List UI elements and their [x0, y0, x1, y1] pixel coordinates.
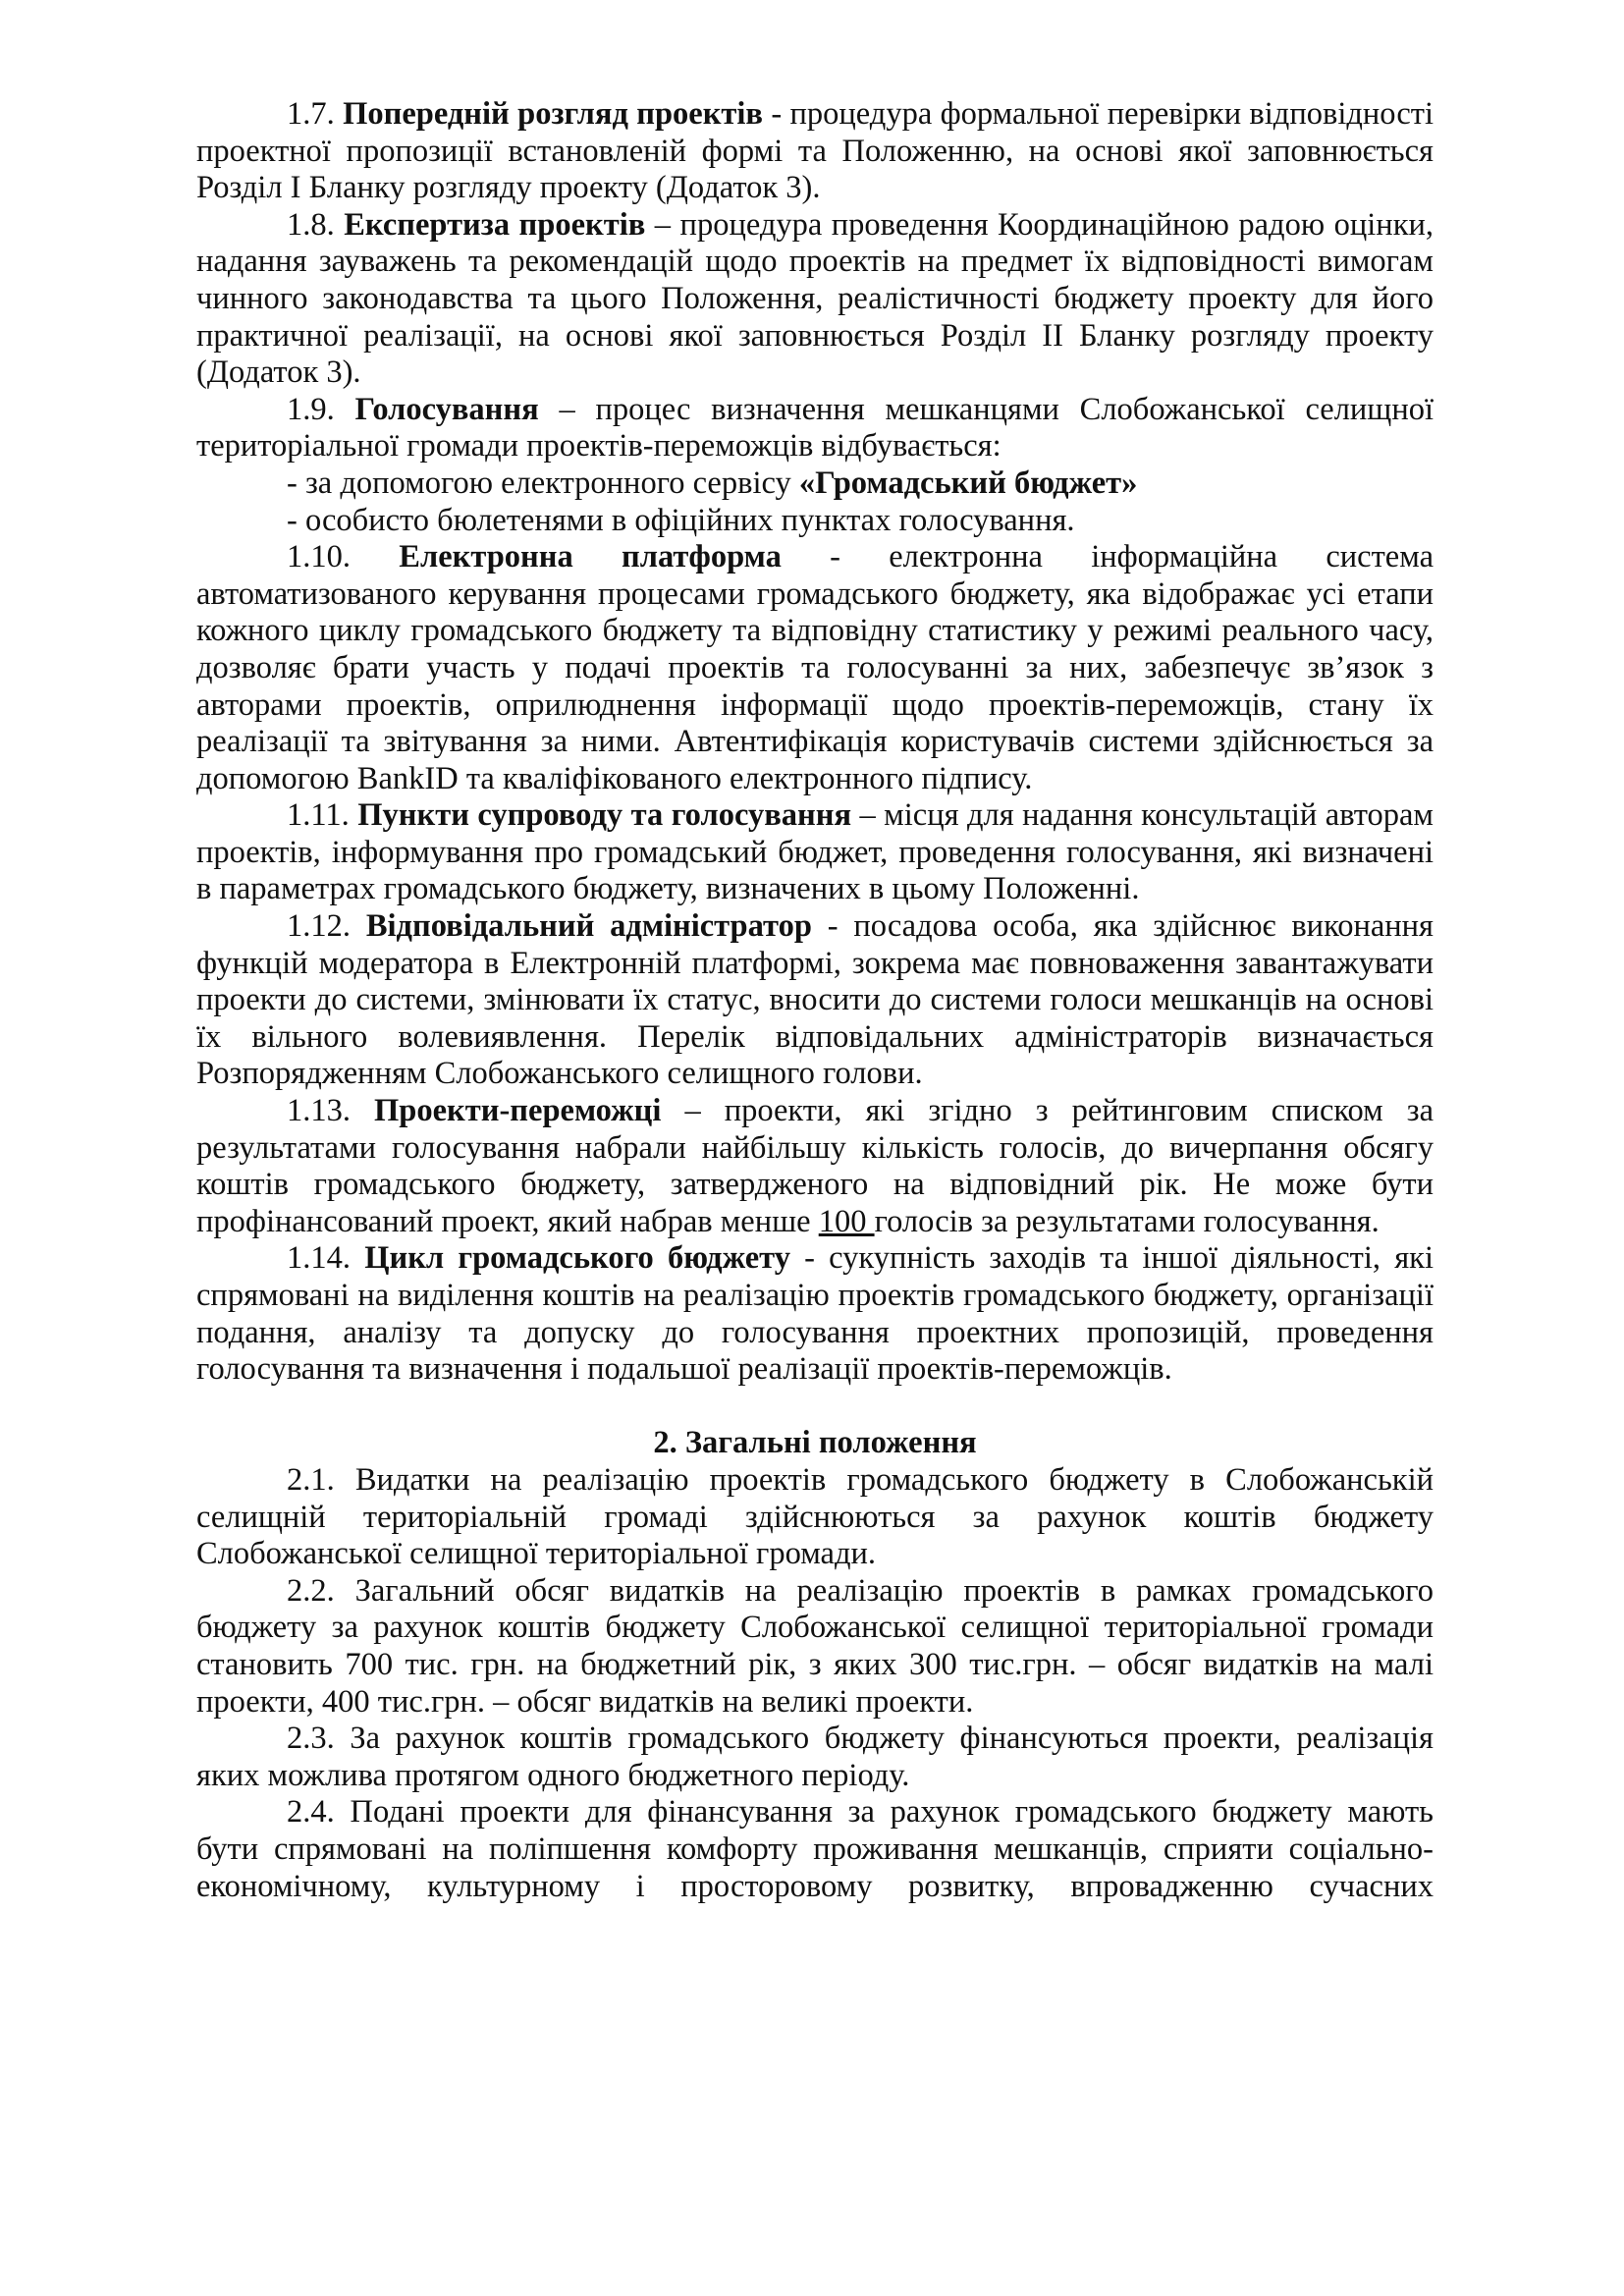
paragraph-1-8 — [196, 207, 1434, 392]
paragraph-1-10 — [196, 539, 1434, 797]
clause-text: - сукупність заходів та іншої діяльності, які спрямовані на виділення коштів на реалізацію проектів громадського бюджету, організації подання, аналізу та допуску до голосування проектних пропозицій, проведення голосування та визначення і подальшої реалізації проектів-переможців. — [196, 1240, 1434, 1388]
clause-text: - електронна інформаційна система автоматизованого керування процесами громадського бюджету, яка відображає усі етапи кожного циклу громадського бюджету та відповідну статистику у режимі реального часу, дозволяє брати участь у подачі проектів та голосуванні за них, забезпечує зв’язок з авторами проектів, оприлюднення інформації щодо проектів-переможців, стану їх реалізації та звітування за ними. Автентифікація користувачів системи здійснюється за допомогою BankID та кваліфікованого електронного підпису. — [196, 539, 1435, 796]
clause-number: 1.9. — [287, 391, 335, 427]
document-page — [196, 96, 1434, 1905]
term-bold: Голосування — [354, 391, 539, 427]
paragraph-1-11 — [196, 797, 1434, 908]
term-bold: Відповідальний адміністратор — [365, 908, 812, 945]
clause-number: 1.13. — [287, 1093, 351, 1129]
term-bold: Пункти супроводу та голосування — [357, 797, 852, 834]
paragraph-1-14 — [196, 1240, 1434, 1388]
paragraph-1-13 — [196, 1093, 1434, 1240]
term-bold: Попередній розгляд проектів — [343, 96, 763, 132]
clause-number: 1.7. — [287, 96, 335, 132]
section-2-heading: 2. Загальні положення — [653, 1425, 977, 1461]
clause-number: 1.8. — [287, 206, 335, 243]
paragraph-2-3: 2.3. За рахунок коштів громадського бюджету фінансуються проекти, реалізація яких можлива протягом одного бюджетного періоду. — [196, 1721, 1434, 1793]
clause-text: – процедура проведення Координаційною радою оцінки, надання зауважень та рекомендацій щодо проектів на предмет їх відповідності вимогам чинного законодавства та цього Положення, реалістичності бюджету проекту для його практичної реалізації, на основі якої заповнюється Розділ ІІ Бланку розгляду проекту (Додаток 3). — [196, 206, 1434, 391]
clause-text: - процедура формальної перевірки відповідності проектної пропозиції встановленій формі та Положенню, на основі якої заповнюється Розділ І Бланку розгляду проекту (Додаток 3). — [196, 96, 1435, 206]
clause-number: 1.10. — [287, 539, 351, 575]
clause-text: – процес визначення мешканцями Слобожанської селищної територіальної громади проектів-переможців відбувається: — [196, 391, 1435, 465]
list-item-text: - за допомогою електронного сервісу — [287, 465, 799, 501]
clause-text-end: голосів за результатами голосування. — [874, 1203, 1380, 1239]
paragraph-1-9 — [196, 392, 1434, 465]
clause-number: 1.11. — [287, 797, 350, 834]
min-votes-underlined: 100 — [818, 1203, 875, 1239]
clause-number: 1.14. — [287, 1240, 351, 1277]
list-item-ballots — [196, 503, 1434, 540]
term-bold: Цикл громадського бюджету — [364, 1240, 790, 1277]
list-item-electronic-service — [196, 465, 1434, 503]
paragraph-2-2: 2.2. Загальний обсяг видатків на реалізацію проектів в рамках громадського бюджету за рахунок коштів бюджету Слобожанської селищної територіальної громади становить 700 тис. грн. на бюджетний рік, з яких 300 тис.грн. – обсяг видатків на малі проекти, 400 тис.грн. – обсяг видатків на великі проекти. — [196, 1572, 1434, 1720]
paragraph-1-12 — [196, 908, 1434, 1093]
paragraph-2-4: 2.4. Подані проекти для фінансування за рахунок громадського бюджету мають бути спрямовані на поліпшення комфорту проживання мешканців, сприяти соціально-економічному, культурному і просторовому розвитку, впровадженню сучасних — [196, 1794, 1434, 1904]
clause-number: 1.12. — [287, 908, 351, 945]
paragraph-2-1: 2.1. Видатки на реалізацію проектів громадського бюджету в Слобожанській селищній територіальній громаді здійснюються за рахунок коштів бюджету Слобожанської селищної територіальної громади. — [196, 1461, 1434, 1572]
term-bold: Проекти-переможці — [374, 1093, 662, 1129]
list-item-text: - особисто бюлетенями в офіційних пунктах голосування. — [287, 502, 1075, 538]
service-name-bold: «Громадський бюджет» — [798, 465, 1138, 501]
clause-text: – місця для надання консультацій авторам проектів, інформування про громадський бюджет, проведення голосування, які визначені в параметрах громадського бюджету, визначених в цьому Положенні. — [196, 797, 1434, 907]
term-bold: Експертиза проектів — [344, 206, 646, 243]
term-bold: Електронна платформа — [399, 539, 782, 575]
paragraph-1-7 — [196, 96, 1434, 207]
clause-text: – проекти, які згідно з рейтинговим списком за результатами голосування набрали найбільшу кількість голосів, до вичерпання обсягу коштів громадського бюджету, затвердженого на відповідний рік. Не може бути профінансований проект, який набрав менше — [196, 1093, 1434, 1239]
clause-text: - посадова особа, яка здійснює виконання функцій модератора в Електронній платформі, зокрема має повноваження завантажувати проекти до системи, змінювати їх статус, вносити до системи голоси мешканців на основі їх вільного волевиявлення. Перелік відповідальних адміністраторів визначається Розпорядженням Слобожанського селищного голови. — [196, 908, 1435, 1092]
